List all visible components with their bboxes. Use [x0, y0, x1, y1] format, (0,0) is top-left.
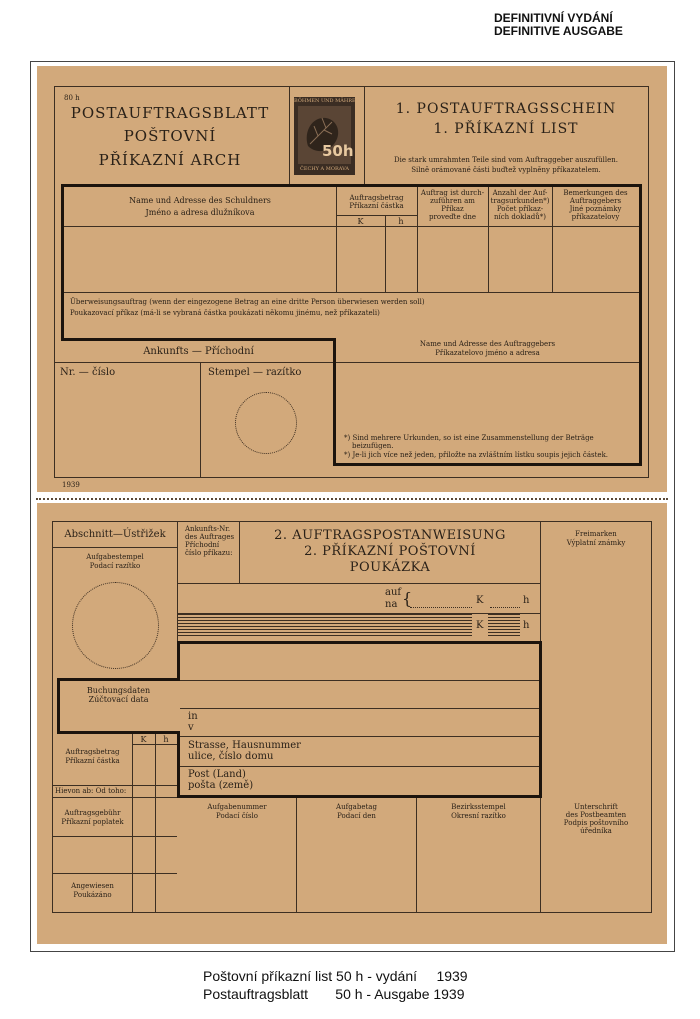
- col-count-4: ních dokladů*): [494, 213, 546, 221]
- unter-3: Podpis poštovního: [563, 819, 629, 827]
- stempel-circle: [235, 392, 297, 454]
- post-cz: pošta (země): [188, 780, 254, 791]
- aufgabenummer-de: Aufgabenummer: [207, 803, 267, 811]
- h1-label: h: [523, 595, 530, 606]
- col-h: h: [398, 217, 404, 226]
- header-edition-cz: DEFINITIVNÍ VYDÁNÍ: [494, 11, 613, 25]
- aufgabetag-cz: Podací den: [337, 812, 376, 820]
- header-edition-de: DEFINITIVE AUSGABE: [494, 24, 623, 38]
- title-de: POSTAUFTRAGSBLATT: [70, 104, 270, 122]
- unter-4: úředníka: [580, 827, 612, 835]
- ank-1: Ankunfts-Nr.: [185, 525, 231, 533]
- col-exec-1: Auftrag ist durch-: [420, 189, 485, 197]
- col-name-cz: Jméno a adresa dlužníkova: [145, 208, 255, 217]
- hatched-strip: [177, 614, 472, 638]
- gebuehr-cz: Příkazní poplatek: [61, 818, 124, 826]
- col-k: K: [357, 217, 364, 226]
- ank-2: des Auftrages: [185, 533, 235, 541]
- buchung-cz: Zúčtovací data: [88, 695, 149, 704]
- strasse-cz: ulice, číslo domu: [188, 751, 274, 762]
- col-exec-4: proveďte dne: [429, 213, 476, 221]
- footnote-de-2: beizufügen.: [352, 442, 394, 450]
- sender-de: Name und Adresse des Auftraggebers: [419, 340, 556, 348]
- bezirk-de: Bezirksstempel: [451, 803, 506, 811]
- footnote-de-1: *) Sind mehrere Urkunden, so ist eine Zusammenstellung der Beträge: [344, 434, 594, 442]
- transfer-cz: Poukazovací příkaz (má-li se vybraná částka poukázati někomu jinému, než příkazateli): [70, 309, 380, 317]
- auf-label: auf: [385, 587, 402, 598]
- v-label: v: [188, 722, 194, 733]
- bezirk-cz: Okresní razítko: [451, 812, 506, 820]
- stempel-label: Stempel — razítko: [208, 367, 302, 378]
- h3-label: h: [163, 735, 169, 744]
- aufgabetag-de: Aufgabetag: [336, 803, 377, 811]
- year-mark: 1939: [62, 481, 80, 489]
- caption-de: Postauftragsblatt 50 h - Ausgabe 1939: [203, 986, 465, 1002]
- price-small: 80 h: [64, 94, 80, 102]
- col-rem-1: Bemerkungen des: [563, 189, 628, 197]
- postage-stamp: [294, 97, 361, 175]
- hievon-label: Hievon ab: Od toho:: [55, 787, 127, 795]
- perforation-line: [36, 498, 668, 500]
- na-label: na: [385, 599, 398, 610]
- col-count-3: Počet příkaz-: [496, 205, 544, 213]
- col-exec-2: zuführen am: [430, 197, 475, 205]
- col-rem-3: Jiné poznámky: [569, 205, 622, 213]
- schein-title-2: 1. PŘÍKAZNÍ LIST: [433, 121, 579, 137]
- stamp-top-text: BÖHMEN UND MÄHREN: [294, 98, 361, 104]
- h2-label: h: [523, 620, 530, 631]
- col-amount-de: Auftragsbetrag: [349, 194, 404, 202]
- strasse-de: Strasse, Hausnummer: [188, 740, 301, 751]
- ank-4: číslo příkazu:: [185, 549, 233, 557]
- col-count-1: Anzahl der Auf-: [492, 189, 548, 197]
- angewiesen-cz: Poukázáno: [73, 891, 112, 899]
- in-label: in: [188, 711, 198, 722]
- freimarken-de: Freimarken: [575, 530, 617, 538]
- k2-label: K: [476, 620, 484, 631]
- k3-label: K: [140, 735, 147, 744]
- col-rem-4: příkazatelovy: [571, 213, 620, 221]
- ank-3: Příchodní: [185, 541, 220, 549]
- col-exec-3: Příkaz: [441, 205, 464, 213]
- schein-title-1: 1. POSTAUFTRAGSSCHEIN: [395, 101, 617, 117]
- col-rem-2: Auftraggebers: [569, 197, 622, 205]
- transfer-de: Überweisungsauftrag (wenn der eingezogene Betrag an eine dritte Person überwiesen werden soll): [70, 298, 425, 306]
- lower-title-2: 2. PŘÍKAZNÍ POŠTOVNÍ: [304, 544, 476, 559]
- footnote-cz: *) Je-li jich více než jeden, přiložte na zvláštním lístku soupis jejich částek.: [344, 451, 609, 459]
- unter-2: des Postbeamten: [565, 811, 627, 819]
- betrag-de: Auftragsbetrag: [65, 748, 120, 756]
- lower-title-3: POUKÁZKA: [349, 560, 431, 575]
- aufgabenummer-cz: Podací číslo: [216, 812, 258, 820]
- aufgabe-cz: Podací razítko: [89, 562, 141, 570]
- note-de: Die stark umrahmten Teile sind vom Auftraggeber auszufüllen.: [393, 156, 618, 164]
- post-de: Post (Land): [188, 769, 246, 780]
- arrival-label: Ankunfts — Příchodní: [143, 346, 254, 357]
- aufgabe-circle: [72, 582, 159, 669]
- caption-cz: Poštovní příkazní list 50 h - vydání 1939: [203, 968, 468, 984]
- col-name-de: Name und Adresse des Schuldners: [129, 196, 271, 205]
- lower-title-1: 2. AUFTRAGSPOSTANWEISUNG: [274, 528, 506, 543]
- stamp-value: 50h: [322, 142, 354, 160]
- buchung-de: Buchungsdaten: [86, 686, 151, 695]
- stamp-bottom-text: ČECHY A MORAVA: [300, 166, 349, 172]
- betrag-cz: Příkazní částka: [65, 757, 120, 765]
- k1-label: K: [476, 595, 484, 606]
- angewiesen-de: Angewiesen: [71, 882, 114, 890]
- sender-cz: Příkazatelovo jméno a adresa: [435, 349, 540, 357]
- note-cz: Silně orámované části buďtež vyplněny příkazatelem.: [411, 166, 601, 174]
- col-count-2: tragsurkunden*): [490, 197, 550, 205]
- gebuehr-de: Auftragsgebühr: [64, 809, 121, 817]
- col-amount-cz: Příkazní částka: [349, 202, 404, 210]
- title-cz-1: POŠTOVNÍ: [123, 127, 217, 145]
- freimarken-cz: Výplatní známky: [566, 539, 626, 547]
- abschnitt-label: Abschnitt—Ústřižek: [64, 529, 166, 540]
- aufgabe-de: Aufgabestempel: [86, 553, 144, 561]
- amount-dots: [410, 607, 472, 608]
- unter-1: Unterschrift: [574, 803, 618, 811]
- nr-label: Nr. — číslo: [60, 367, 116, 378]
- title-cz-2: PŘÍKAZNÍ ARCH: [98, 151, 242, 169]
